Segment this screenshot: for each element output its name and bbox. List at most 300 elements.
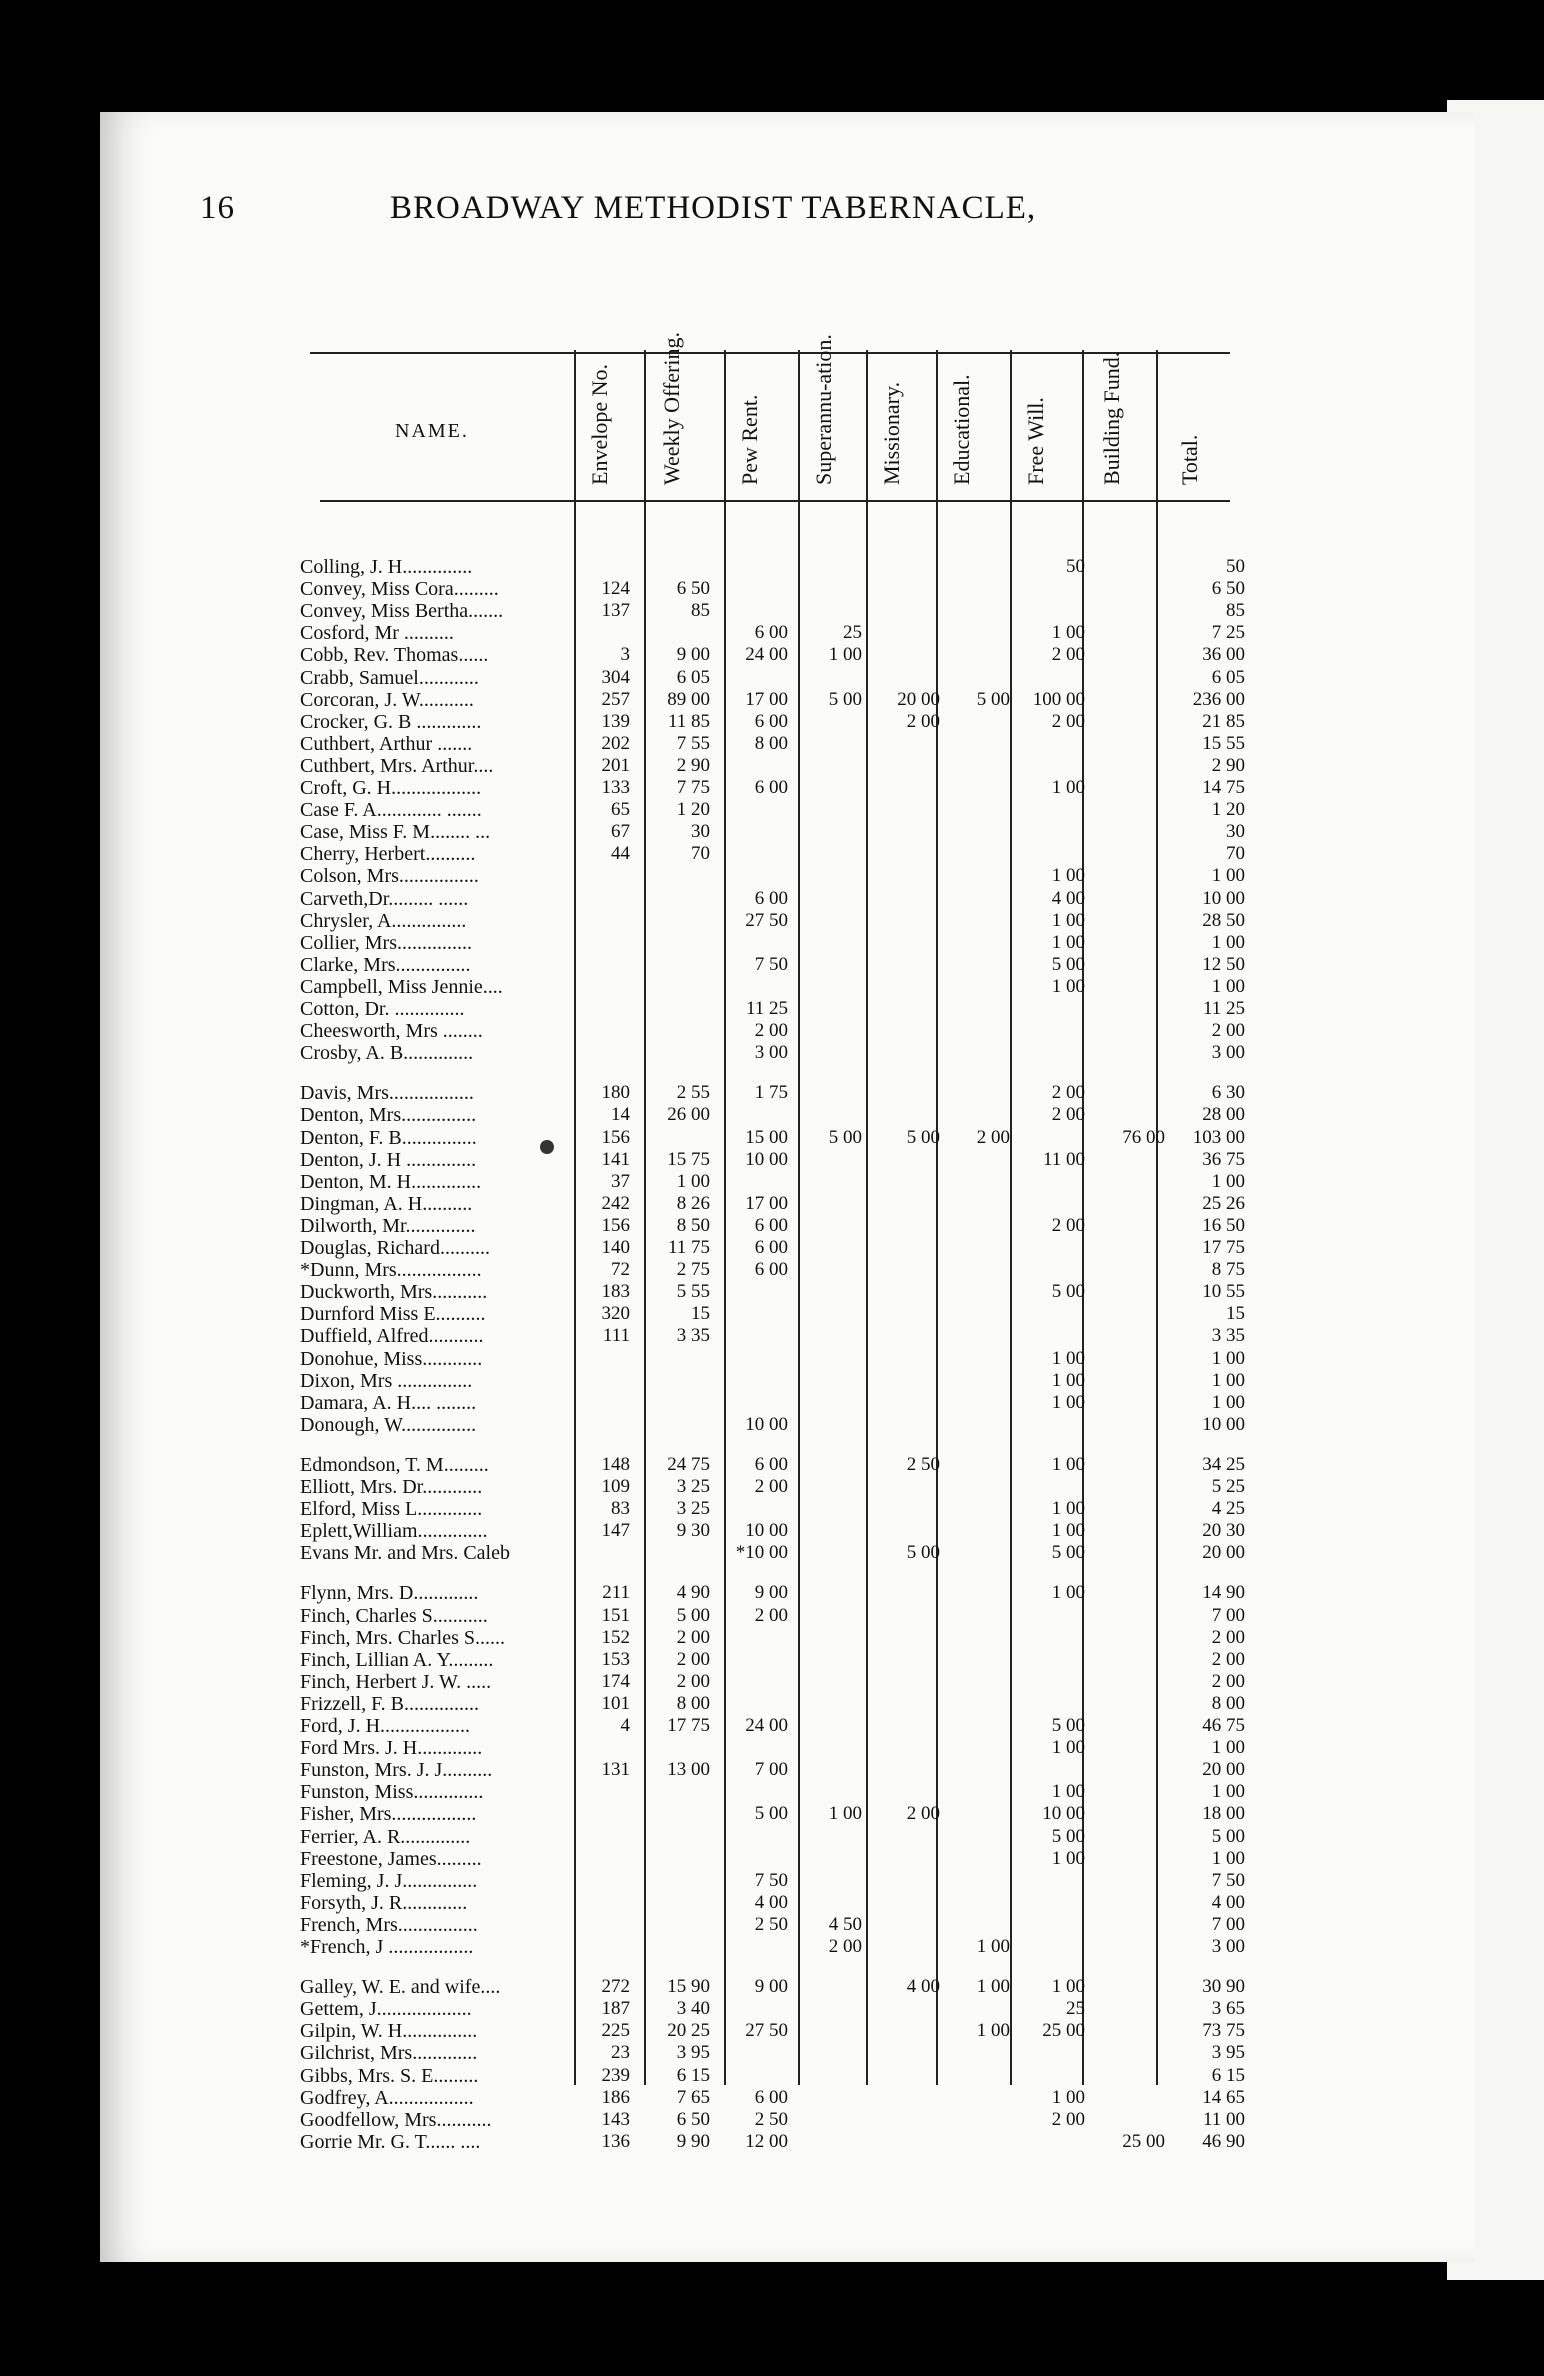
cell-pew-rent: *10 00 <box>735 1542 788 1564</box>
cell-pew-rent: 2 00 <box>754 1604 788 1626</box>
cell-envelope-no: 44 <box>611 843 630 865</box>
row-name: Damara, A. H.... ........ <box>300 1391 477 1414</box>
cell-pew-rent: 2 50 <box>754 1913 788 1935</box>
cell-weekly-offering: 85 <box>691 600 710 622</box>
cell-educational: 2 00 <box>976 1126 1010 1148</box>
cell-pew-rent: 4 00 <box>754 1891 788 1913</box>
cell-weekly-offering: 2 90 <box>676 754 710 776</box>
cell-educational: 1 00 <box>976 1976 1010 1998</box>
cell-total: 46 75 <box>1202 1715 1245 1736</box>
row-name: Convey, Miss Cora......... <box>300 578 499 601</box>
cell-envelope-no: 187 <box>601 1998 630 2020</box>
cell-envelope-no: 143 <box>601 2108 630 2130</box>
cell-envelope-no: 152 <box>601 1626 630 1648</box>
row-name: Cuthbert, Mrs. Arthur.... <box>300 754 494 777</box>
cell-envelope-no: 140 <box>601 1237 630 1258</box>
column-header-name: NAME. <box>395 420 469 442</box>
cell-weekly-offering: 2 00 <box>676 1670 710 1692</box>
cell-free-will: 5 00 <box>1051 1542 1085 1564</box>
cell-envelope-no: 137 <box>601 600 630 622</box>
cell-weekly-offering: 5 00 <box>676 1604 710 1626</box>
cell-weekly-offering: 6 05 <box>676 666 710 688</box>
cell-total: 1 00 <box>1211 865 1245 887</box>
cell-free-will: 25 <box>1066 1998 1085 2020</box>
row-name: Elliott, Mrs. Dr............ <box>300 1476 483 1498</box>
row-name: Cheesworth, Mrs ........ <box>300 1020 483 1043</box>
row-name: Crocker, G. B ............. <box>300 710 482 733</box>
cell-total: 25 26 <box>1202 1192 1245 1214</box>
row-name: Ferrier, A. R.............. <box>300 1825 471 1848</box>
cell-superannuation: 25 <box>843 622 862 644</box>
cell-total: 3 65 <box>1211 1998 1245 2020</box>
cell-pew-rent: 7 00 <box>754 1759 788 1781</box>
cell-free-will: 1 00 <box>1051 1369 1085 1391</box>
row-name: Davis, Mrs................. <box>300 1082 474 1105</box>
row-name: Duffield, Alfred........... <box>300 1325 484 1348</box>
cell-total: 18 00 <box>1202 1803 1245 1825</box>
cell-free-will: 2 00 <box>1051 1214 1085 1236</box>
row-name: Evans Mr. and Mrs. Caleb <box>300 1542 510 1565</box>
cell-pew-rent: 6 00 <box>754 1214 788 1236</box>
row-name: Forsyth, J. R............. <box>300 1891 468 1914</box>
cell-envelope-no: 180 <box>601 1082 630 1104</box>
row-name: Finch, Herbert J. W. ..... <box>300 1670 492 1693</box>
cell-weekly-offering: 5 55 <box>676 1281 710 1303</box>
cell-total: 1 00 <box>1211 1369 1245 1391</box>
column-header-envelope-no: Envelope No. <box>587 364 612 485</box>
cell-envelope-no: 136 <box>601 2130 630 2152</box>
header-top-rule <box>310 352 1230 354</box>
cell-total: 1 00 <box>1211 1737 1245 1759</box>
cell-total: 36 00 <box>1202 644 1245 666</box>
cell-weekly-offering: 1 20 <box>676 799 710 821</box>
cell-total: 5 25 <box>1211 1476 1245 1497</box>
cell-free-will: 2 00 <box>1051 1104 1085 1126</box>
cell-pew-rent: 15 00 <box>745 1126 788 1148</box>
row-name: Freestone, James......... <box>300 1847 482 1870</box>
row-name: Case F. A............. ....... <box>300 799 482 822</box>
cell-weekly-offering: 3 25 <box>676 1476 710 1497</box>
cell-total: 12 50 <box>1202 953 1245 975</box>
cell-total: 73 75 <box>1202 2020 1245 2042</box>
cell-building-fund: 25 00 <box>1122 2130 1165 2152</box>
cell-weekly-offering: 11 75 <box>667 1237 710 1258</box>
cell-total: 2 00 <box>1211 1626 1245 1648</box>
row-name: Duckworth, Mrs........... <box>300 1281 488 1304</box>
row-name: Colling, J. H.............. <box>300 556 473 578</box>
cell-free-will: 1 00 <box>1051 1520 1085 1542</box>
row-name: Carveth,Dr......... ...... <box>300 887 469 910</box>
cell-weekly-offering: 3 35 <box>676 1325 710 1347</box>
cell-total: 5 00 <box>1211 1825 1245 1847</box>
column-header-total: Total. <box>1177 434 1202 485</box>
cell-total: 46 90 <box>1202 2130 1245 2152</box>
cell-total: 1 00 <box>1211 975 1245 997</box>
cell-free-will: 1 00 <box>1051 1391 1085 1413</box>
cell-total: 3 95 <box>1211 2042 1245 2064</box>
row-name: Cuthbert, Arthur ....... <box>300 732 473 755</box>
cell-weekly-offering: 7 65 <box>676 2086 710 2108</box>
row-name: Gilpin, W. H............... <box>300 2020 478 2043</box>
row-name: Ford, J. H.................. <box>300 1715 471 1737</box>
ink-blot <box>540 1140 554 1154</box>
cell-envelope-no: 320 <box>601 1303 630 1325</box>
cell-pew-rent: 8 00 <box>754 732 788 754</box>
cell-weekly-offering: 26 00 <box>667 1104 710 1126</box>
cell-weekly-offering: 9 30 <box>676 1520 710 1542</box>
cell-weekly-offering: 13 00 <box>667 1759 710 1781</box>
row-name: Collier, Mrs............... <box>300 931 472 954</box>
cell-envelope-no: 272 <box>601 1976 630 1998</box>
cell-envelope-no: 72 <box>611 1259 630 1281</box>
cell-total: 30 90 <box>1202 1976 1245 1998</box>
cell-envelope-no: 109 <box>601 1476 630 1497</box>
cell-total: 3 00 <box>1211 1936 1245 1957</box>
cell-total: 4 00 <box>1211 1891 1245 1913</box>
row-name: Cobb, Rev. Thomas...... <box>300 644 489 667</box>
column-header-pew-rent: Pew Rent. <box>737 394 762 485</box>
cell-envelope-no: 242 <box>601 1192 630 1214</box>
row-name: Eplett,William.............. <box>300 1520 488 1543</box>
cell-envelope-no: 67 <box>611 821 630 843</box>
cell-missionary: 2 50 <box>906 1453 940 1475</box>
column-header-superannuation: Superannu-ation. <box>811 334 836 485</box>
row-name: Case, Miss F. M........ ... <box>300 821 491 844</box>
row-name: Corcoran, J. W........... <box>300 688 474 711</box>
row-name: Galley, W. E. and wife.... <box>300 1976 501 1999</box>
cell-pew-rent: 6 00 <box>754 887 788 909</box>
cell-weekly-offering: 6 50 <box>676 578 710 600</box>
cell-envelope-no: 151 <box>601 1604 630 1626</box>
row-name: *Dunn, Mrs................. <box>300 1259 482 1282</box>
cell-weekly-offering: 20 25 <box>667 2020 710 2042</box>
cell-free-will: 5 00 <box>1051 1715 1085 1736</box>
cell-pew-rent: 6 00 <box>754 1453 788 1475</box>
cell-weekly-offering: 2 75 <box>676 1259 710 1281</box>
cell-total: 6 30 <box>1211 1082 1245 1104</box>
cell-missionary: 5 00 <box>906 1542 940 1564</box>
row-name: Colson, Mrs................ <box>300 865 479 888</box>
cell-total: 50 <box>1226 556 1245 577</box>
cell-missionary: 5 00 <box>906 1126 940 1148</box>
cell-envelope-no: 23 <box>611 2042 630 2064</box>
cell-total: 36 75 <box>1202 1148 1245 1170</box>
cell-pew-rent: 27 50 <box>745 909 788 931</box>
column-divider <box>1156 350 1158 2085</box>
cell-free-will: 2 00 <box>1051 644 1085 666</box>
cell-pew-rent: 6 00 <box>754 622 788 644</box>
row-name: Denton, Mrs............... <box>300 1104 477 1127</box>
cell-free-will: 1 00 <box>1051 1582 1085 1604</box>
cell-total: 1 00 <box>1211 1781 1245 1803</box>
cell-total: 6 50 <box>1211 578 1245 600</box>
cell-weekly-offering: 8 00 <box>676 1692 710 1714</box>
cell-envelope-no: 65 <box>611 799 630 821</box>
cell-missionary: 20 00 <box>897 688 940 710</box>
cell-total: 34 25 <box>1202 1453 1245 1475</box>
cell-pew-rent: 17 00 <box>745 688 788 710</box>
cell-free-will: 1 00 <box>1051 1847 1085 1869</box>
cell-pew-rent: 2 00 <box>754 1476 788 1497</box>
cell-weekly-offering: 7 55 <box>676 732 710 754</box>
cell-total: 17 75 <box>1202 1237 1245 1258</box>
cell-free-will: 1 00 <box>1051 1453 1085 1475</box>
row-name: Dixon, Mrs ............... <box>300 1369 473 1392</box>
cell-pew-rent: 27 50 <box>745 2020 788 2042</box>
cell-free-will: 2 00 <box>1051 2108 1085 2130</box>
row-name: *French, J ................. <box>300 1936 474 1958</box>
cell-total: 8 75 <box>1211 1259 1245 1281</box>
cell-envelope-no: 202 <box>601 732 630 754</box>
cell-total: 1 20 <box>1211 799 1245 821</box>
column-header-weekly-offering: Weekly Offering. <box>659 332 684 485</box>
cell-pew-rent: 3 00 <box>754 1042 788 1064</box>
cell-total: 1 00 <box>1211 1347 1245 1369</box>
cell-weekly-offering: 7 75 <box>676 777 710 798</box>
row-name: Gilchrist, Mrs............. <box>300 2042 478 2065</box>
cell-total: 10 00 <box>1202 1413 1245 1435</box>
row-name: Funston, Mrs. J. J.......... <box>300 1759 493 1782</box>
column-header-educational: Educational. <box>949 374 974 485</box>
cell-free-will: 25 00 <box>1042 2020 1085 2042</box>
cell-total: 1 00 <box>1211 931 1245 953</box>
row-name: Fisher, Mrs................. <box>300 1803 477 1826</box>
cell-free-will: 50 <box>1066 556 1085 577</box>
row-name: Finch, Mrs. Charles S...... <box>300 1626 505 1649</box>
row-name: Gettem, J................... <box>300 1998 472 2021</box>
cell-total: 236 00 <box>1192 688 1245 710</box>
cell-weekly-offering: 70 <box>691 843 710 865</box>
cell-envelope-no: 83 <box>611 1498 630 1520</box>
cell-free-will: 1 00 <box>1051 1347 1085 1369</box>
cell-envelope-no: 131 <box>601 1759 630 1781</box>
cell-educational: 5 00 <box>976 688 1010 710</box>
row-name: Gibbs, Mrs. S. E......... <box>300 2064 479 2087</box>
cell-missionary: 2 00 <box>906 710 940 732</box>
cell-pew-rent: 24 00 <box>745 644 788 666</box>
cell-pew-rent: 6 00 <box>754 1237 788 1258</box>
page-number: 16 <box>200 190 235 226</box>
cell-total: 11 00 <box>1202 2108 1245 2130</box>
cell-envelope-no: 225 <box>601 2020 630 2042</box>
cell-free-will: 1 00 <box>1051 1498 1085 1520</box>
cell-free-will: 1 00 <box>1051 865 1085 887</box>
cell-envelope-no: 101 <box>601 1692 630 1714</box>
cell-pew-rent: 9 00 <box>754 1976 788 1998</box>
cell-total: 10 00 <box>1202 887 1245 909</box>
cell-total: 20 00 <box>1202 1759 1245 1781</box>
cell-pew-rent: 10 00 <box>745 1520 788 1542</box>
cell-envelope-no: 139 <box>601 710 630 732</box>
cell-pew-rent: 6 00 <box>754 2086 788 2108</box>
cell-total: 7 00 <box>1211 1604 1245 1626</box>
cell-total: 70 <box>1226 843 1245 865</box>
row-name: Flynn, Mrs. D............. <box>300 1582 479 1605</box>
cell-weekly-offering: 2 55 <box>676 1082 710 1104</box>
cell-envelope-no: 141 <box>601 1148 630 1170</box>
cell-total: 6 05 <box>1211 666 1245 688</box>
cell-pew-rent: 6 00 <box>754 777 788 798</box>
cell-total: 11 25 <box>1202 998 1245 1019</box>
row-name: Gorrie Mr. G. T...... .... <box>300 2130 481 2153</box>
cell-pew-rent: 12 00 <box>745 2130 788 2152</box>
header-bottom-rule <box>320 500 1230 502</box>
cell-envelope-no: 124 <box>601 578 630 600</box>
cell-free-will: 1 00 <box>1051 1781 1085 1803</box>
cell-total: 1 00 <box>1211 1170 1245 1192</box>
cell-free-will: 5 00 <box>1051 1281 1085 1303</box>
row-name: Cotton, Dr. .............. <box>300 998 465 1020</box>
cell-total: 15 55 <box>1202 732 1245 754</box>
cell-superannuation: 5 00 <box>828 688 862 710</box>
cell-educational: 1 00 <box>976 2020 1010 2042</box>
cell-free-will: 1 00 <box>1051 909 1085 931</box>
cell-envelope-no: 156 <box>601 1214 630 1236</box>
cell-free-will: 5 00 <box>1051 1825 1085 1847</box>
cell-weekly-offering: 9 90 <box>676 2130 710 2152</box>
cell-pew-rent: 17 00 <box>745 1192 788 1214</box>
cell-superannuation: 5 00 <box>828 1126 862 1148</box>
cell-pew-rent: 6 00 <box>754 1259 788 1281</box>
row-name: Edmondson, T. M......... <box>300 1453 489 1476</box>
cell-total: 21 85 <box>1202 710 1245 732</box>
cell-total: 2 00 <box>1211 1670 1245 1692</box>
cell-total: 1 00 <box>1211 1847 1245 1869</box>
row-name: French, Mrs................ <box>300 1913 478 1936</box>
cell-total: 1 00 <box>1211 1391 1245 1413</box>
cell-free-will: 1 00 <box>1051 622 1085 644</box>
cell-weekly-offering: 3 25 <box>676 1498 710 1520</box>
cell-pew-rent: 10 00 <box>745 1413 788 1435</box>
cell-total: 103 00 <box>1192 1126 1245 1148</box>
cell-free-will: 2 00 <box>1051 710 1085 732</box>
cell-total: 30 <box>1226 821 1245 843</box>
row-name: Convey, Miss Bertha....... <box>300 600 504 623</box>
cell-pew-rent: 2 50 <box>754 2108 788 2130</box>
cell-envelope-no: 3 <box>620 644 630 666</box>
cell-total: 2 00 <box>1211 1020 1245 1042</box>
cell-envelope-no: 147 <box>601 1520 630 1542</box>
page-title: BROADWAY METHODIST TABERNACLE, <box>390 190 1037 226</box>
cell-total: 20 30 <box>1202 1520 1245 1542</box>
cell-total: 15 <box>1226 1303 1245 1325</box>
cell-free-will: 1 00 <box>1051 931 1085 953</box>
cell-missionary: 4 00 <box>906 1976 940 1998</box>
cell-educational: 1 00 <box>976 1936 1010 1957</box>
cell-free-will: 10 00 <box>1042 1803 1085 1825</box>
cell-envelope-no: 183 <box>601 1281 630 1303</box>
cell-weekly-offering: 2 00 <box>676 1626 710 1648</box>
row-name: Cosford, Mr .......... <box>300 622 454 645</box>
cell-weekly-offering: 15 <box>691 1303 710 1325</box>
cell-weekly-offering: 2 00 <box>676 1648 710 1670</box>
row-name: Funston, Miss.............. <box>300 1781 484 1804</box>
cell-pew-rent: 7 50 <box>754 953 788 975</box>
row-name: Finch, Charles S........... <box>300 1604 488 1627</box>
row-name: Croft, G. H.................. <box>300 777 482 799</box>
cell-pew-rent: 9 00 <box>754 1582 788 1604</box>
cell-free-will: 1 00 <box>1051 2086 1085 2108</box>
cell-free-will: 1 00 <box>1051 975 1085 997</box>
cell-weekly-offering: 89 00 <box>667 688 710 710</box>
cell-weekly-offering: 6 50 <box>676 2108 710 2130</box>
cell-envelope-no: 153 <box>601 1648 630 1670</box>
cell-free-will: 5 00 <box>1051 953 1085 975</box>
row-name: Ford Mrs. J. H............. <box>300 1737 483 1760</box>
row-name: Campbell, Miss Jennie.... <box>300 975 503 998</box>
cell-pew-rent: 7 50 <box>754 1869 788 1891</box>
cell-free-will: 100 00 <box>1032 688 1085 710</box>
cell-envelope-no: 304 <box>601 666 630 688</box>
cell-total: 2 90 <box>1211 754 1245 776</box>
cell-total: 3 35 <box>1211 1325 1245 1347</box>
cell-pew-rent: 10 00 <box>745 1148 788 1170</box>
cell-total: 14 90 <box>1202 1582 1245 1604</box>
row-name: Godfrey, A................. <box>300 2086 474 2109</box>
row-name: Denton, F. B............... <box>300 1126 477 1149</box>
cell-free-will: 11 00 <box>1042 1148 1085 1170</box>
cell-envelope-no: 4 <box>620 1715 630 1736</box>
cell-total: 7 00 <box>1211 1913 1245 1935</box>
cell-total: 2 00 <box>1211 1648 1245 1670</box>
row-name: Crabb, Samuel............ <box>300 666 479 689</box>
cell-superannuation: 4 50 <box>828 1913 862 1935</box>
cell-total: 16 50 <box>1202 1214 1245 1236</box>
cell-pew-rent: 6 00 <box>754 710 788 732</box>
cell-weekly-offering: 11 85 <box>667 710 710 732</box>
cell-total: 4 25 <box>1211 1498 1245 1520</box>
cell-weekly-offering: 9 00 <box>676 644 710 666</box>
cell-total: 3 00 <box>1211 1042 1245 1064</box>
cell-pew-rent: 5 00 <box>754 1803 788 1825</box>
cell-envelope-no: 174 <box>601 1670 630 1692</box>
cell-total: 20 00 <box>1202 1542 1245 1564</box>
cell-weekly-offering: 1 00 <box>676 1170 710 1192</box>
row-name: Goodfellow, Mrs........... <box>300 2108 492 2131</box>
cell-pew-rent: 24 00 <box>745 1715 788 1736</box>
cell-weekly-offering: 3 95 <box>676 2042 710 2064</box>
cell-envelope-no: 211 <box>602 1582 630 1604</box>
cell-weekly-offering: 24 75 <box>667 1453 710 1475</box>
row-name: Durnford Miss E.......... <box>300 1303 486 1326</box>
cell-envelope-no: 133 <box>601 777 630 798</box>
cell-envelope-no: 239 <box>601 2064 630 2086</box>
cell-weekly-offering: 30 <box>691 821 710 843</box>
cell-weekly-offering: 15 75 <box>667 1148 710 1170</box>
row-name: Clarke, Mrs............... <box>300 953 471 976</box>
row-name: Dingman, A. H.......... <box>300 1192 473 1215</box>
cell-weekly-offering: 8 50 <box>676 1214 710 1236</box>
cell-envelope-no: 257 <box>601 688 630 710</box>
cell-envelope-no: 14 <box>611 1104 630 1126</box>
cell-weekly-offering: 17 75 <box>667 1715 710 1736</box>
cell-weekly-offering: 4 90 <box>676 1582 710 1604</box>
cell-total: 8 00 <box>1211 1692 1245 1714</box>
cell-envelope-no: 156 <box>601 1126 630 1148</box>
cell-total: 7 25 <box>1211 622 1245 644</box>
cell-building-fund: 76 00 <box>1122 1126 1165 1148</box>
cell-free-will: 1 00 <box>1051 777 1085 798</box>
cell-weekly-offering: 3 40 <box>676 1998 710 2020</box>
row-name: Chrysler, A............... <box>300 909 467 932</box>
cell-envelope-no: 37 <box>611 1170 630 1192</box>
row-name: Denton, M. H.............. <box>300 1170 482 1193</box>
cell-envelope-no: 201 <box>601 754 630 776</box>
column-header-missionary: Missionary. <box>879 381 904 485</box>
cell-total: 10 55 <box>1202 1281 1245 1303</box>
cell-envelope-no: 111 <box>602 1325 630 1347</box>
cell-superannuation: 1 00 <box>828 1803 862 1825</box>
